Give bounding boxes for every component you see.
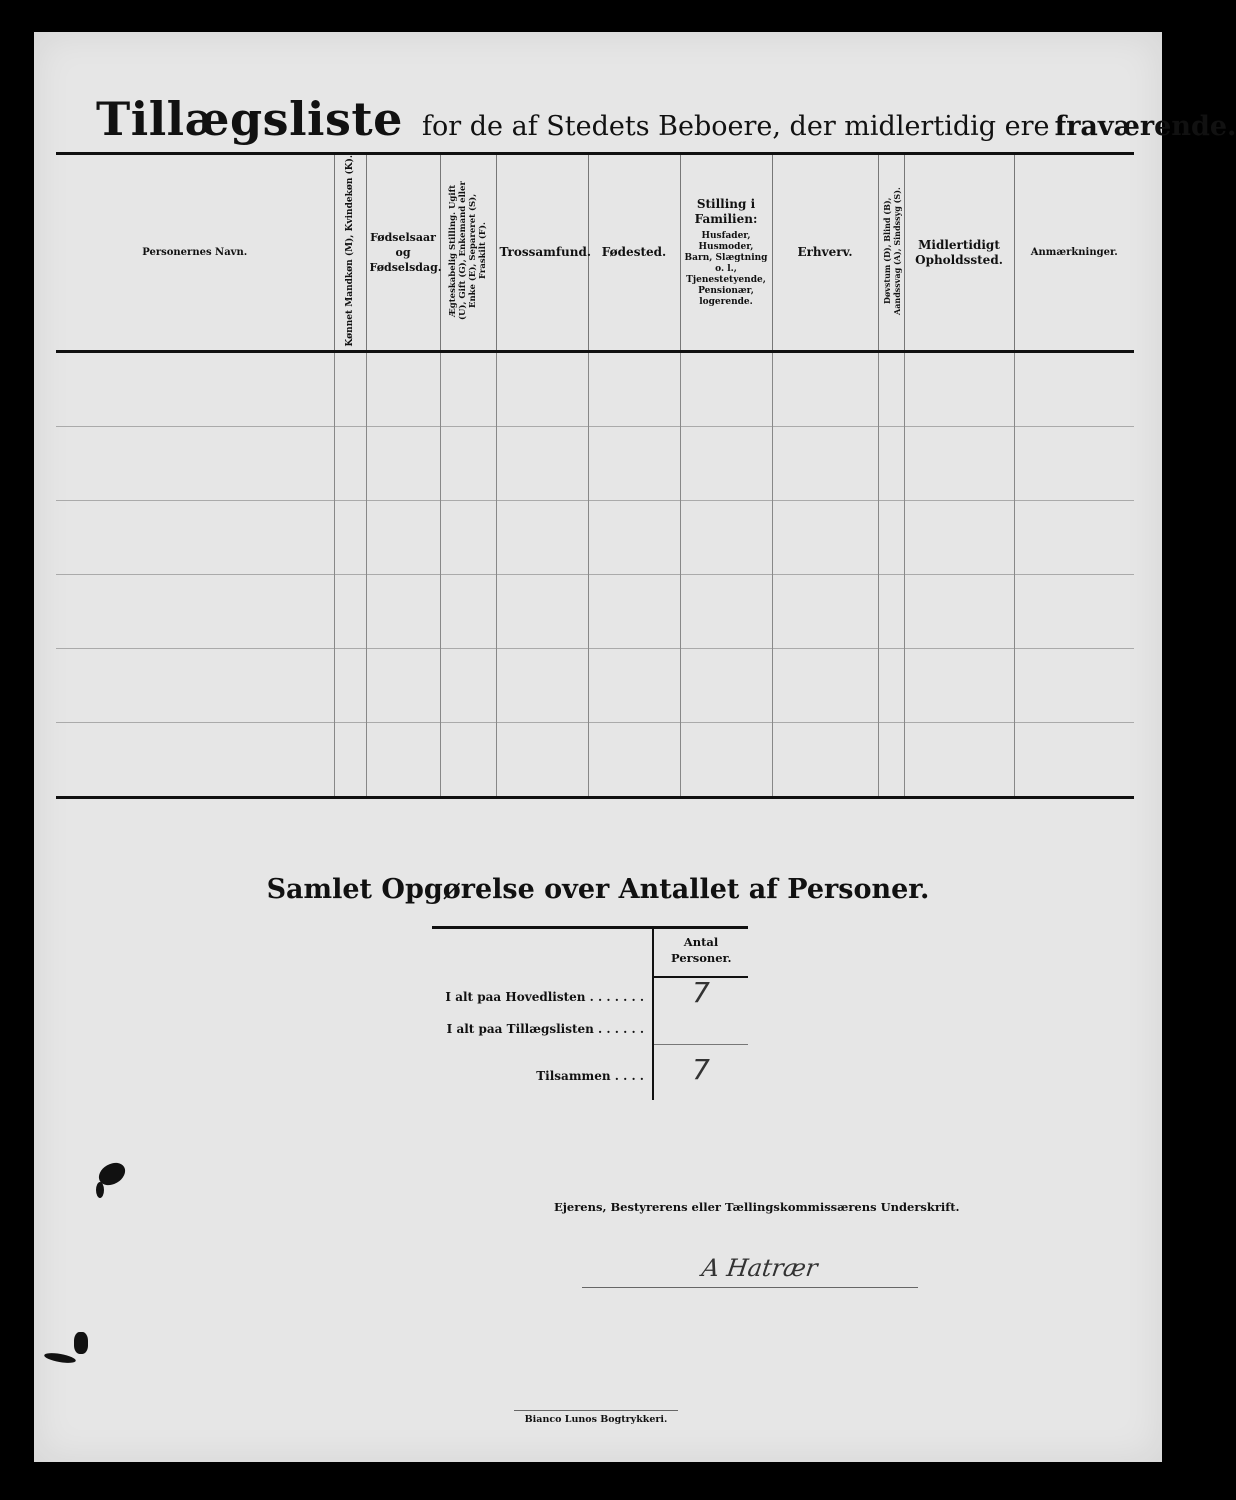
col-name-header: Personernes Navn. [56, 155, 334, 352]
summary-total-rule [654, 1044, 748, 1045]
col-temp-residence-header: Midlertidigt Opholdssted. [904, 155, 1014, 352]
col-birth-header: Fødselsaar og Fødselsdag. [366, 155, 440, 352]
family-position-title: Stilling i Familien: [694, 197, 758, 227]
printer-imprint: Bianco Lunos Bogtrykkeri. [514, 1410, 678, 1425]
col-family-header [680, 155, 772, 352]
census-form-page [34, 32, 1236, 1462]
col-occupation-header: Erhverv. [772, 155, 878, 352]
col-marital-header: Ægteskabelig Stilling. Ugift (U), Gift (G), Enkemand eller Enke (E), Separeret (S), Fraskilt (F). [440, 155, 496, 352]
summary-title: Samlet Opgørelse over Antallet af Personer. [266, 874, 930, 905]
row-label-total: Tilsammen . . . . [536, 1069, 644, 1083]
ink-blot [96, 1182, 104, 1198]
col-disability-header: Døvstum (D), Blind (B), Aandssvag (A), Sindssyg (S). [878, 155, 904, 352]
table-row [56, 352, 1134, 427]
row-value-main-list: 7 [692, 976, 710, 1009]
signature-line [582, 1287, 918, 1288]
census-table [56, 152, 1134, 799]
signature-handwritten: A Hatrær [700, 1254, 820, 1282]
ink-blot [74, 1332, 88, 1354]
family-position-examples: Husfader, Husmoder, Barn, Slægtning o. l., Tjenestetyende, Pensionær, logerende. [684, 231, 768, 308]
table-row [56, 427, 1134, 501]
table-row [56, 723, 1134, 797]
row-label-supplement-list: I alt paa Tillægslisten . . . . . . [446, 1022, 644, 1036]
summary-count-header: Antal Personer. [671, 935, 732, 965]
table-row [56, 649, 1134, 723]
title-main: Tillægsliste [96, 92, 403, 146]
table-row [56, 575, 1134, 649]
title-rest: for de af Stedets Beboere, der midlertidig ere [422, 111, 1050, 142]
summary-top-rule [432, 926, 748, 929]
row-value-total: 7 [692, 1053, 710, 1086]
title-bold: fraværende. [1054, 111, 1236, 142]
col-religion-header: Trossamfund. [496, 155, 588, 352]
summary-table [412, 926, 752, 1102]
col-birthplace-header: Fødested. [588, 155, 680, 352]
table-row [56, 501, 1134, 575]
header-row [56, 155, 1134, 352]
ink-blot [44, 1351, 77, 1364]
col-remarks-header: Anmærkninger. [1014, 155, 1134, 352]
signature-label: Ejerens, Bestyrerens eller Tællingskommissærens Underskrift. [554, 1200, 960, 1214]
col-sex-header: Kønnet Mandkøn (M), Kvindekøn (K). [334, 155, 366, 352]
row-label-main-list: I alt paa Hovedlisten . . . . . . . [445, 990, 644, 1004]
form-title [96, 92, 1236, 146]
